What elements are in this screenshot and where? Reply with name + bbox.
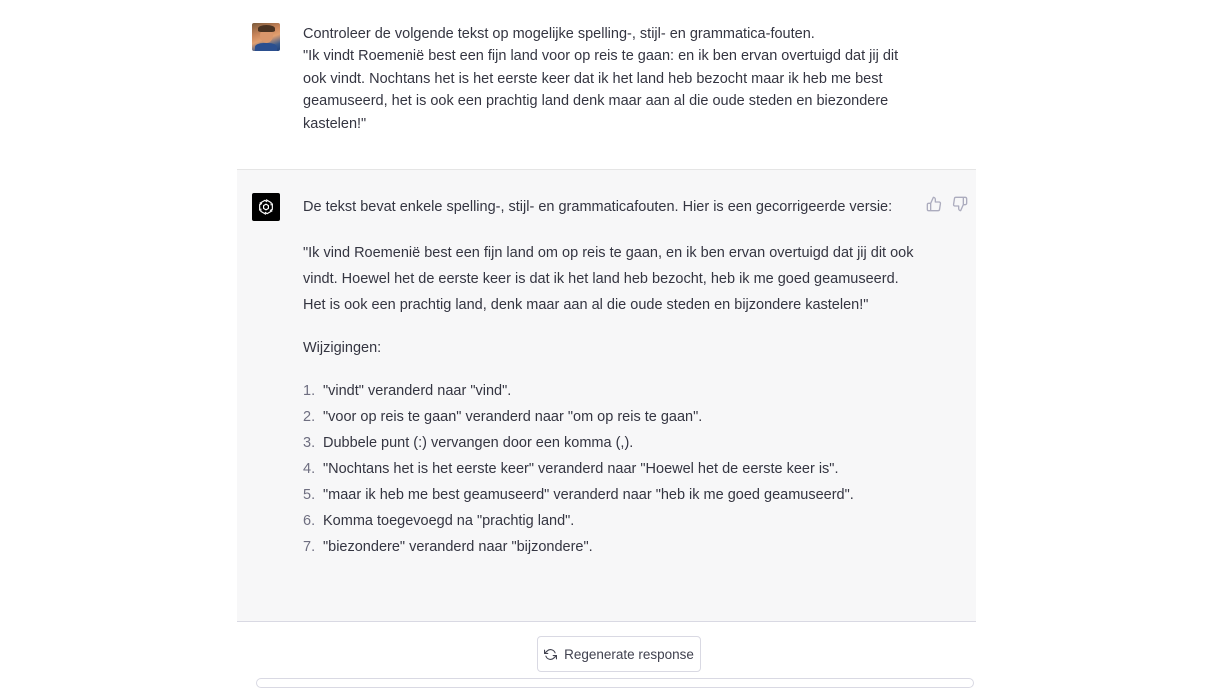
list-item-text: "vindt" veranderd naar "vind". bbox=[323, 382, 512, 399]
user-message-line: "Ik vindt Roemenië best een fijn land voor op reis te gaan: en ik ben ervan overtuigd dat jij dit ook vindt. Nochtans het is het eerste keer dat ik het land heb bezocht maar ik heb me best geamuseerd, het is ook een prachtig land denk maar aan al die oude steden en biezondere kastelen!" bbox=[303, 48, 899, 132]
list-item bbox=[303, 508, 915, 534]
user-avatar bbox=[252, 23, 280, 51]
user-message-text bbox=[303, 23, 913, 135]
list-item-text: "biezondere" veranderd naar "bijzondere". bbox=[323, 539, 593, 556]
refresh-icon bbox=[544, 648, 557, 661]
assistant-message bbox=[237, 169, 976, 622]
changes-list bbox=[303, 378, 915, 561]
list-item bbox=[303, 456, 915, 482]
assistant-intro: De tekst bevat enkele spelling-, stijl- en grammaticafouten. Hier is een gecorrigeerde versie: bbox=[303, 199, 893, 215]
list-item-number: 7. bbox=[303, 539, 316, 556]
changes-heading: Wijzigingen: bbox=[303, 339, 382, 356]
thumbs-down-icon[interactable] bbox=[952, 196, 968, 212]
corrected-text: "Ik vind Roemenië best een fijn land om op reis te gaan, en ik ben ervan overtuigd dat jij dit ook vindt. Hoewel het de eerste keer is dat ik het land heb bezocht, heb ik me goed geamuseerd. Het is ook een prachtig land, denk maar aan al die oude steden en bijzondere kastelen!" bbox=[303, 245, 914, 314]
list-item-text: Komma toegevoegd na "prachtig land". bbox=[323, 513, 575, 530]
feedback-buttons bbox=[926, 196, 968, 212]
list-item-number: 6. bbox=[303, 513, 316, 530]
user-message-line: Controleer de volgende tekst op mogelijke spelling-, stijl- en grammatica-fouten. bbox=[303, 26, 815, 42]
list-item-text: "voor op reis te gaan" veranderd naar "om op reis te gaan". bbox=[323, 408, 703, 425]
list-item-number: 1. bbox=[303, 382, 316, 399]
thumbs-up-icon[interactable] bbox=[926, 196, 942, 212]
list-item bbox=[303, 378, 915, 404]
message-input-edge[interactable] bbox=[256, 678, 974, 688]
list-item-text: Dubbele punt (:) vervangen door een komma (,). bbox=[323, 434, 634, 451]
openai-logo-icon bbox=[252, 193, 280, 221]
list-item-text: "Nochtans het is het eerste keer" veranderd naar "Hoewel het de eerste keer is". bbox=[323, 460, 839, 477]
list-item-number: 2. bbox=[303, 408, 316, 425]
regenerate-response-button[interactable] bbox=[537, 636, 701, 672]
list-item-text: "maar ik heb me best geamuseerd" veranderd naar "heb ik me goed geamuseerd". bbox=[323, 486, 854, 503]
list-item-number: 4. bbox=[303, 460, 316, 477]
list-item bbox=[303, 534, 915, 560]
user-message bbox=[237, 0, 976, 169]
list-item-number: 5. bbox=[303, 486, 316, 503]
list-item bbox=[303, 404, 915, 430]
list-item bbox=[303, 430, 915, 456]
regenerate-label: Regenerate response bbox=[564, 646, 694, 662]
assistant-message-text bbox=[303, 196, 915, 560]
list-item bbox=[303, 482, 915, 508]
list-item-number: 3. bbox=[303, 434, 316, 451]
